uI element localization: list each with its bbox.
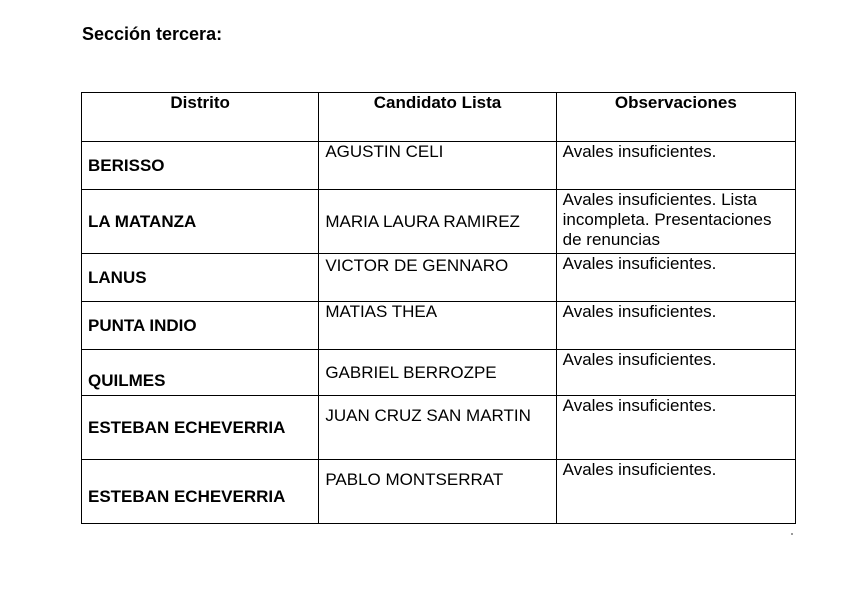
cell-observaciones: Avales insuficientes. [556,460,795,524]
table-body [82,142,796,524]
cell-distrito: LA MATANZA [82,190,319,254]
table-row [82,142,796,190]
cell-distrito: LANUS [82,254,319,302]
cell-candidato: PABLO MONTSERRAT [319,460,556,524]
cell-observaciones: Avales insuficientes. Lista incompleta. Presentaciones de renuncias [556,190,795,254]
cell-observaciones: Avales insuficientes. [556,350,795,396]
cell-observaciones: Avales insuficientes. [556,396,795,460]
header-candidato-lista: Candidato Lista [319,93,556,142]
header-distrito: Distrito [82,93,319,142]
cell-candidato: MARIA LAURA RAMIREZ [319,190,556,254]
cell-candidato: GABRIEL BERROZPE [319,350,556,396]
cell-distrito: ESTEBAN ECHEVERRIA [82,460,319,524]
cell-observaciones: Avales insuficientes. [556,254,795,302]
cell-observaciones: Avales insuficientes. [556,142,795,190]
section-title: Sección tercera: [82,24,223,44]
table-row [82,190,796,254]
table-header [82,93,796,142]
cell-distrito: BERISSO [82,142,319,190]
cell-distrito: PUNTA INDIO [82,302,319,350]
table-row [82,302,796,350]
table-row [82,254,796,302]
cell-observaciones: Avales insuficientes. [556,302,795,350]
page-dot-artifact [791,533,793,535]
cell-candidato: MATIAS THEA [319,302,556,350]
table-row [82,460,796,524]
cell-candidato: JUAN CRUZ SAN MARTIN [319,396,556,460]
table-row [82,350,796,396]
header-observaciones: Observaciones [556,93,795,142]
table-row [82,396,796,460]
candidates-table [81,92,796,524]
cell-distrito: ESTEBAN ECHEVERRIA [82,396,319,460]
cell-candidato: VICTOR DE GENNARO [319,254,556,302]
cell-candidato: AGUSTIN CELI [319,142,556,190]
cell-distrito: QUILMES [82,350,319,396]
header-row [82,93,796,142]
